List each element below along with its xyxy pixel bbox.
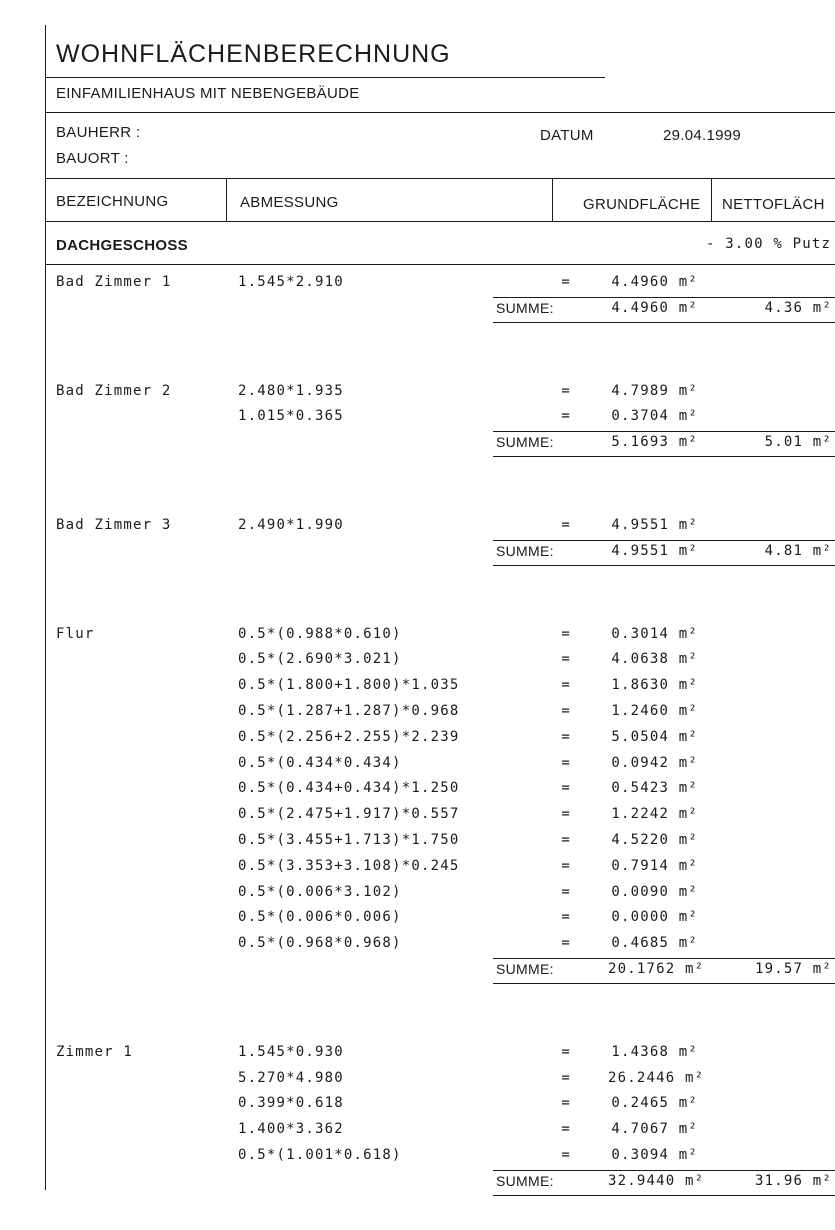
- bauort-label: BAUORT :: [56, 150, 129, 167]
- sum-bottom-rule: [493, 565, 835, 566]
- equals-sign: =: [561, 651, 571, 668]
- net-area-value: 4.36 m²: [764, 299, 832, 316]
- sum-value: 32.9440 m²: [608, 1172, 705, 1189]
- dimension-formula: 0.5*(1.287+1.287)*0.968: [238, 703, 460, 719]
- column-header-bezeichnung: BEZEICHNUNG: [56, 193, 169, 210]
- net-area-value: 19.57 m²: [754, 961, 832, 977]
- equals-sign: =: [561, 1095, 571, 1112]
- net-area-value: 31.96 m²: [754, 1172, 832, 1189]
- dimension-formula: 0.5*(2.690*3.021): [238, 651, 402, 668]
- area-value: 0.3014 m²: [611, 625, 698, 642]
- column-header-grundflaeche: GRUNDFLÄCHE: [583, 196, 701, 213]
- area-value: 4.7989 m²: [611, 382, 698, 399]
- sum-top-rule: [493, 958, 835, 959]
- sum-top-rule: [493, 297, 835, 298]
- area-value: 0.0090 m²: [611, 883, 698, 900]
- area-value: 1.2460 m²: [611, 703, 698, 719]
- area-value: 0.7914 m²: [611, 857, 698, 874]
- dimension-formula: 0.5*(0.006*3.102): [238, 883, 402, 900]
- equals-sign: =: [561, 728, 571, 745]
- room-name: Bad Zimmer 1: [56, 274, 172, 290]
- equals-sign: =: [561, 382, 571, 399]
- sum-bottom-rule: [493, 322, 835, 323]
- area-value: 5.0504 m²: [611, 728, 698, 745]
- sum-bottom-rule: [493, 1195, 835, 1196]
- header-divider-1: [226, 178, 227, 222]
- dimension-formula: 0.5*(0.434+0.434)*1.250: [238, 780, 460, 797]
- equals-sign: =: [561, 1069, 571, 1086]
- header-divider-3: [711, 178, 712, 222]
- equals-sign: =: [561, 274, 571, 290]
- room-name: Bad Zimmer 3: [56, 517, 172, 533]
- equals-sign: =: [561, 754, 571, 771]
- area-value: 0.0942 m²: [611, 754, 698, 771]
- area-value: 0.3094 m²: [611, 1147, 698, 1163]
- column-header-nettoflaeche: NETTOFLÄCH: [722, 196, 825, 213]
- section-name: DACHGESCHOSS: [56, 237, 188, 254]
- table-header-top-line: [45, 178, 835, 179]
- equals-sign: =: [561, 832, 571, 848]
- section-bottom-line: [45, 264, 835, 265]
- sum-label: SUMME:: [496, 542, 554, 559]
- dimension-formula: 0.5*(3.353+3.108)*0.245: [238, 857, 460, 874]
- equals-sign: =: [561, 780, 571, 797]
- dimension-formula: 0.5*(0.006*0.006): [238, 909, 402, 926]
- equals-sign: =: [561, 857, 571, 874]
- room-name: Zimmer 1: [56, 1043, 134, 1060]
- area-value: 0.0000 m²: [611, 909, 698, 926]
- datum-value: 29.04.1999: [663, 127, 742, 144]
- sum-top-rule: [493, 540, 835, 541]
- area-value: 0.5423 m²: [611, 780, 698, 797]
- area-value: 4.5220 m²: [611, 832, 698, 848]
- net-area-value: 4.81 m²: [764, 542, 832, 559]
- equals-sign: =: [561, 677, 571, 694]
- equals-sign: =: [561, 408, 571, 425]
- datum-label: DATUM: [540, 127, 594, 144]
- page-title: WOHNFLÄCHENBERECHNUNG: [56, 40, 451, 68]
- equals-sign: =: [561, 1043, 571, 1060]
- equals-sign: =: [561, 935, 571, 952]
- equals-sign: =: [561, 1147, 571, 1163]
- net-area-value: 5.01 m²: [764, 434, 832, 451]
- area-value: 0.4685 m²: [611, 935, 698, 952]
- area-value: 1.4368 m²: [611, 1043, 698, 1060]
- dimension-formula: 1.015*0.365: [238, 408, 344, 425]
- dimension-formula: 0.399*0.618: [238, 1095, 344, 1112]
- equals-sign: =: [561, 517, 571, 533]
- area-value: 4.7067 m²: [611, 1121, 698, 1138]
- sum-label: SUMME:: [496, 299, 554, 316]
- equals-sign: =: [561, 883, 571, 900]
- header-divider-2: [552, 178, 553, 222]
- page-subtitle: EINFAMILIENHAUS MIT NEBENGEBÄUDE: [56, 85, 360, 102]
- area-value: 4.4960 m²: [611, 274, 698, 290]
- area-value: 1.8630 m²: [611, 677, 698, 694]
- subtitle-underline: [45, 112, 835, 113]
- sum-label: SUMME:: [496, 961, 554, 977]
- sum-top-rule: [493, 1170, 835, 1171]
- dimension-formula: 2.490*1.990: [238, 517, 344, 533]
- area-value: 4.0638 m²: [611, 651, 698, 668]
- dimension-formula: 0.5*(3.455+1.713)*1.750: [238, 832, 460, 848]
- dimension-formula: 2.480*1.935: [238, 382, 344, 399]
- area-value: 4.9551 m²: [611, 517, 698, 533]
- sum-value: 4.4960 m²: [611, 299, 698, 316]
- left-margin-line: [45, 25, 46, 1190]
- equals-sign: =: [561, 625, 571, 642]
- bauherr-label: BAUHERR :: [56, 124, 141, 141]
- area-value: 1.2242 m²: [611, 806, 698, 823]
- dimension-formula: 1.545*2.910: [238, 274, 344, 290]
- sum-value: 20.1762 m²: [608, 961, 705, 977]
- equals-sign: =: [561, 806, 571, 823]
- dimension-formula: 0.5*(2.475+1.917)*0.557: [238, 806, 460, 823]
- sum-label: SUMME:: [496, 1172, 554, 1189]
- dimension-formula: 1.400*3.362: [238, 1121, 344, 1138]
- section-deduction: - 3.00 % Putz: [706, 236, 832, 252]
- equals-sign: =: [561, 703, 571, 719]
- sum-value: 5.1693 m²: [611, 434, 698, 451]
- sum-top-rule: [493, 431, 835, 432]
- room-name: Bad Zimmer 2: [56, 382, 172, 399]
- sum-value: 4.9551 m²: [611, 542, 698, 559]
- equals-sign: =: [561, 1121, 571, 1138]
- area-value: 0.3704 m²: [611, 408, 698, 425]
- area-value: 26.2446 m²: [608, 1069, 705, 1086]
- column-header-abmessung: ABMESSUNG: [240, 194, 339, 211]
- dimension-formula: 1.545*0.930: [238, 1043, 344, 1060]
- dimension-formula: 0.5*(1.800+1.800)*1.035: [238, 677, 460, 694]
- dimension-formula: 0.5*(0.988*0.610): [238, 625, 402, 642]
- sum-bottom-rule: [493, 983, 835, 984]
- dimension-formula: 5.270*4.980: [238, 1069, 344, 1086]
- title-underline: [45, 77, 605, 78]
- dimension-formula: 0.5*(0.434*0.434): [238, 754, 402, 771]
- room-name: Flur: [56, 625, 95, 642]
- dimension-formula: 0.5*(1.001*0.618): [238, 1147, 402, 1163]
- sum-bottom-rule: [493, 456, 835, 457]
- table-header-bottom-line: [45, 221, 835, 222]
- dimension-formula: 0.5*(0.968*0.968): [238, 935, 402, 952]
- equals-sign: =: [561, 909, 571, 926]
- area-value: 0.2465 m²: [611, 1095, 698, 1112]
- dimension-formula: 0.5*(2.256+2.255)*2.239: [238, 728, 460, 745]
- sum-label: SUMME:: [496, 434, 554, 451]
